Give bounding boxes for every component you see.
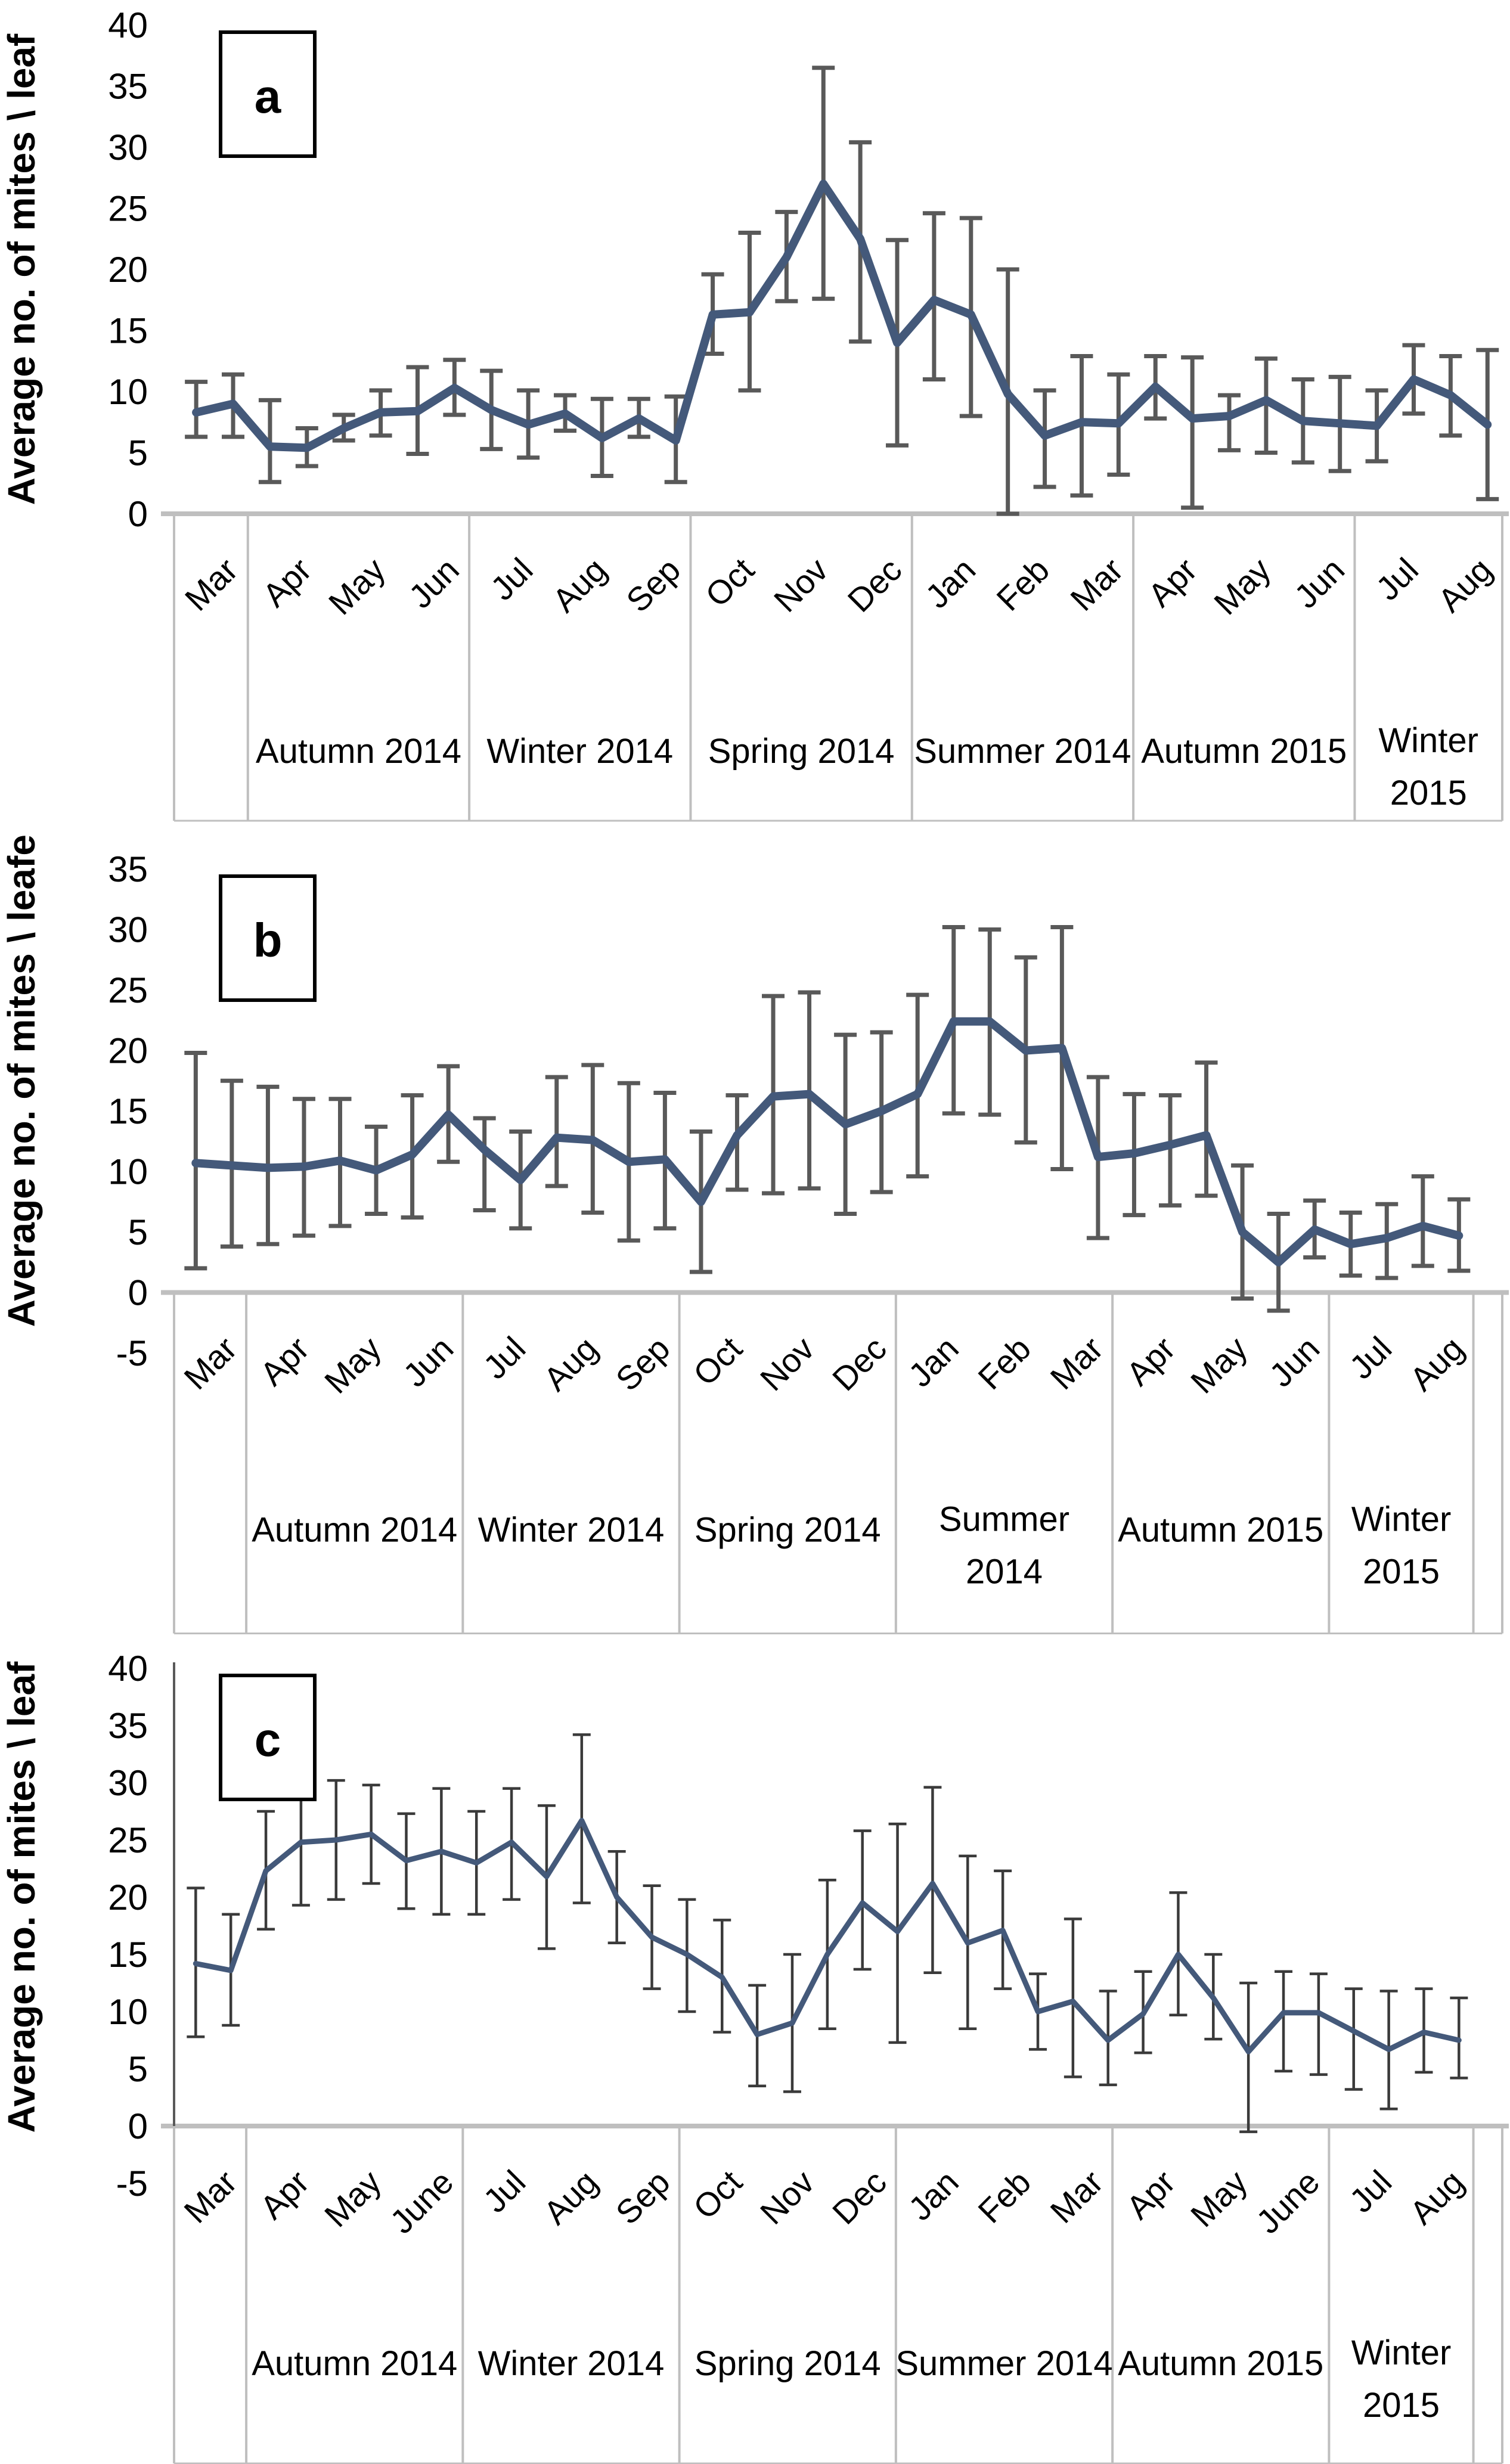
season-label: Winter (1351, 2333, 1452, 2372)
month-label: Jul (1342, 2162, 1399, 2220)
month-label: Jan (917, 550, 983, 616)
y-tick-label: 25 (108, 1820, 148, 1860)
y-tick-label: 5 (128, 2049, 148, 2089)
data-line (196, 184, 1487, 448)
y-tick-label: 30 (108, 1763, 148, 1803)
month-label: Jun (1286, 550, 1352, 616)
y-tick-label: 40 (108, 1649, 148, 1689)
y-axis-ticks (108, 849, 148, 1373)
error-bars (184, 927, 1470, 1311)
month-label: Aug (536, 2162, 605, 2232)
y-axis-ticks (108, 1649, 148, 2204)
season-label: Autumn 2015 (1118, 2344, 1324, 2383)
season-label: Winter 2014 (486, 732, 674, 771)
month-label: Jun (395, 1329, 461, 1394)
y-tick-label: 10 (108, 1992, 148, 2032)
month-label: Jul (483, 550, 540, 608)
y-tick-label: 10 (108, 372, 148, 412)
month-label: Aug (1402, 1329, 1471, 1398)
month-label: May (321, 550, 393, 622)
season-label: Autumn 2014 (255, 732, 461, 771)
month-label: May (1207, 550, 1278, 622)
panel-letter: a (254, 70, 281, 123)
month-labels (176, 2163, 1471, 2241)
month-label: Mar (1063, 550, 1130, 618)
chart-panel-c (0, 1643, 1510, 2464)
y-tick-label: 15 (108, 311, 148, 351)
y-axis-title: Average no. of mites \ leaf (0, 33, 43, 505)
season-label: Summer 2014 (914, 732, 1131, 771)
season-label: Spring 2014 (708, 732, 895, 771)
y-tick-label: 5 (128, 1212, 148, 1252)
season-label: Autumn 2014 (252, 2344, 458, 2383)
month-label: Oct (686, 2162, 749, 2227)
month-label: June (1248, 2162, 1327, 2241)
y-tick-label: 35 (108, 66, 148, 107)
season-label: Winter (1378, 721, 1479, 760)
season-label: Spring 2014 (694, 2344, 881, 2383)
season-label: Summer (938, 1500, 1070, 1539)
month-label: Jul (476, 1329, 533, 1386)
season-label: Winter (1351, 1500, 1452, 1539)
month-label: Apr (255, 550, 319, 615)
month-label: Apr (252, 2162, 317, 2227)
month-label: Mar (1043, 2162, 1111, 2230)
season-label: Winter 2014 (478, 1510, 665, 1550)
season-labels (252, 1500, 1451, 1591)
month-label: Jan (901, 2162, 966, 2228)
month-label: Dec (840, 550, 909, 619)
error-bars (187, 1734, 1468, 2131)
month-label: May (317, 1329, 389, 1401)
month-labels (176, 1329, 1471, 1401)
month-label: Oct (697, 550, 762, 615)
month-label: Jan (901, 1329, 966, 1394)
month-label: Nov (766, 550, 835, 619)
y-tick-label: 30 (108, 128, 148, 167)
y-tick-label: 5 (128, 433, 148, 473)
month-label: Jul (1342, 1329, 1399, 1386)
month-label: Sep (608, 2162, 677, 2232)
season-label: 2015 (1390, 774, 1467, 812)
month-label: Jun (1261, 1329, 1327, 1394)
y-tick-label: 35 (108, 849, 148, 889)
season-labels (252, 2333, 1451, 2425)
season-label: Winter 2014 (478, 2344, 665, 2383)
month-label: Jul (476, 2162, 533, 2220)
month-label: June (382, 2162, 461, 2241)
y-tick-label: 30 (108, 910, 148, 950)
y-axis-title: Average no. of mites \ leafe (0, 834, 43, 1327)
y-tick-label: 20 (108, 1031, 148, 1071)
month-label: Mar (176, 1329, 244, 1397)
y-tick-label: 20 (108, 250, 148, 290)
y-tick-label: 25 (108, 970, 148, 1010)
month-label: Jul (1368, 550, 1426, 608)
month-label: Apr (1140, 550, 1204, 615)
month-label: Jun (401, 550, 466, 616)
month-label: Aug (536, 1329, 605, 1398)
month-label: Mar (1043, 1329, 1111, 1397)
y-tick-label: 35 (108, 1706, 148, 1746)
chart-panel-b (0, 823, 1510, 1643)
month-label: May (1183, 2162, 1255, 2235)
y-tick-label: -5 (116, 1333, 148, 1373)
y-tick-label: 20 (108, 1878, 148, 1917)
season-label: Autumn 2015 (1118, 1510, 1324, 1550)
month-labels (178, 551, 1499, 622)
month-label: Nov (752, 1329, 821, 1398)
month-label: Mar (176, 2162, 244, 2230)
month-label: Feb (989, 550, 1057, 618)
y-tick-label: 10 (108, 1152, 148, 1192)
month-label: Sep (608, 1329, 677, 1398)
month-label: Aug (1430, 550, 1499, 619)
month-label: May (1183, 1329, 1255, 1401)
error-bars (185, 68, 1499, 514)
panel-letter: c (254, 1713, 281, 1766)
month-label: May (317, 2162, 389, 2235)
month-label: Feb (971, 1329, 1038, 1397)
month-label: Aug (545, 550, 614, 619)
season-label: 2014 (965, 1552, 1043, 1591)
y-tick-label: 0 (128, 1273, 148, 1313)
month-label: Oct (686, 1329, 749, 1393)
y-axis-title: Average no. of mites \ leaf (0, 1661, 43, 2133)
y-axis-ticks (108, 5, 148, 534)
y-tick-label: 0 (128, 2106, 148, 2146)
y-tick-label: 25 (108, 188, 148, 229)
chart-panel-a (0, 0, 1510, 823)
season-label: Spring 2014 (694, 1510, 881, 1550)
y-tick-label: 15 (108, 1935, 148, 1975)
month-label: Sep (619, 550, 688, 619)
month-label: Apr (1119, 1329, 1183, 1393)
month-label: Apr (1119, 2162, 1183, 2227)
season-label: 2015 (1362, 2386, 1440, 2425)
season-label: Autumn 2014 (252, 1510, 458, 1550)
y-tick-label: 15 (108, 1091, 148, 1131)
y-tick-label: 40 (108, 5, 148, 45)
month-label: Aug (1402, 2162, 1471, 2232)
panel-letter: b (253, 914, 283, 967)
data-line (196, 1022, 1459, 1262)
season-label: Autumn 2015 (1141, 732, 1347, 771)
y-tick-label: 0 (128, 494, 148, 534)
season-labels (256, 721, 1478, 812)
month-label: Dec (824, 2162, 894, 2232)
month-label: Dec (824, 1329, 894, 1398)
month-label: Nov (752, 2162, 821, 2232)
season-label: Summer 2014 (895, 2344, 1113, 2383)
month-label: Mar (177, 550, 245, 618)
y-tick-label: -5 (116, 2164, 148, 2204)
month-label: Apr (252, 1329, 317, 1393)
month-label: Feb (971, 2162, 1038, 2230)
season-label: 2015 (1362, 1552, 1440, 1591)
